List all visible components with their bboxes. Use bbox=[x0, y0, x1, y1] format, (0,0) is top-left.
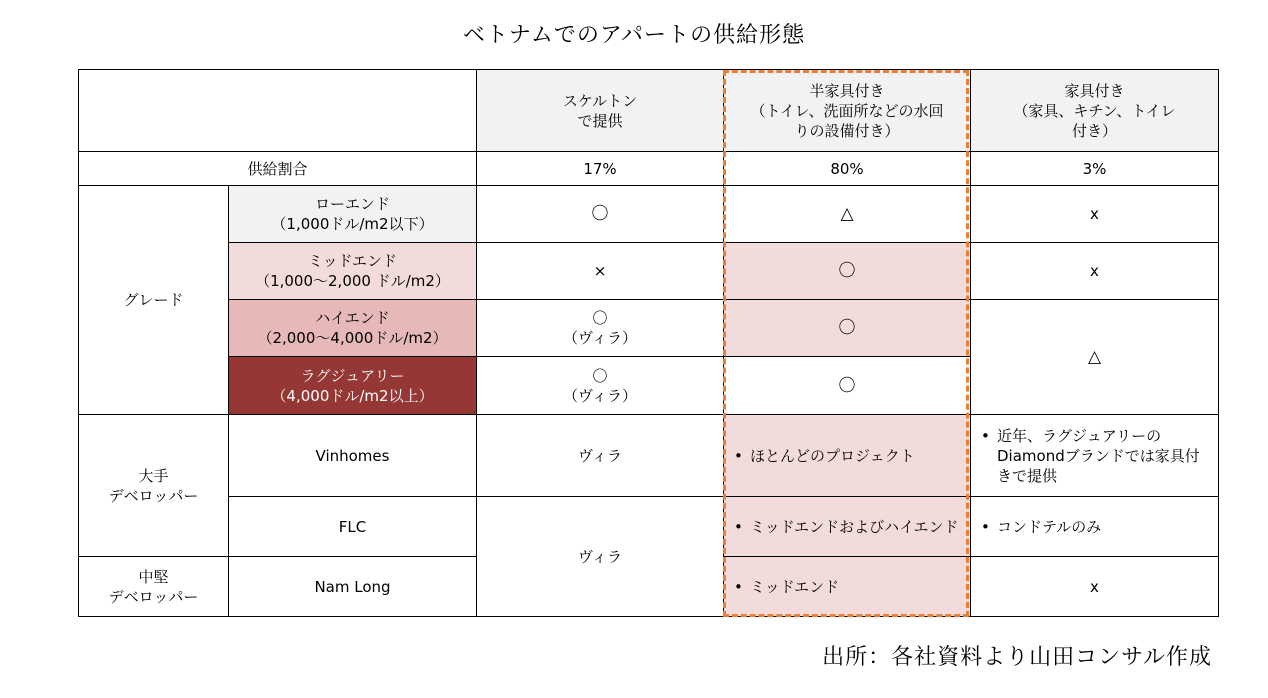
source-note: 出所：各社資料より山田コンサル作成 bbox=[822, 645, 1212, 670]
grade-name: ミッドエンド （1,000～2,000 ドル/m2） bbox=[229, 243, 477, 300]
supply-value-skeleton: 17% bbox=[477, 152, 724, 186]
supply-value-semi: 80% bbox=[724, 152, 971, 186]
cell-symbol: △ bbox=[724, 186, 971, 243]
header-empty-cell bbox=[79, 70, 477, 152]
page-title: ベトナムでのアパートの供給形態 bbox=[462, 23, 806, 48]
developer-name: Vinhomes bbox=[229, 415, 477, 497]
cell-symbol: △ bbox=[971, 300, 1219, 415]
supply-value-furnished: 3% bbox=[971, 152, 1219, 186]
header-semi-furnished: 半家具付き （トイレ、洗面所などの水回 りの設備付き） bbox=[724, 70, 971, 152]
table-row bbox=[79, 300, 1219, 357]
supply-label: 供給割合 bbox=[79, 152, 477, 186]
table-row bbox=[79, 186, 1219, 243]
header-skeleton: スケルトン で提供 bbox=[477, 70, 724, 152]
grade-name: ハイエンド （2,000～4,000ドル/m2） bbox=[229, 300, 477, 357]
table-row bbox=[79, 497, 1219, 557]
table-row bbox=[79, 415, 1219, 497]
cell-symbol: 〇 bbox=[724, 300, 971, 357]
grade-label: グレード bbox=[79, 186, 229, 415]
cell-text: ヴィラ bbox=[477, 415, 724, 497]
cell-symbol: 〇 （ヴィラ） bbox=[477, 357, 724, 415]
cell-symbol: × bbox=[477, 243, 724, 300]
header-row bbox=[79, 70, 1219, 152]
major-developer-label: 大手 デベロッパー bbox=[79, 415, 229, 557]
cell-bullet: • ほとんどのプロジェクト bbox=[724, 415, 971, 497]
cell-bullet: • ミッドエンドおよびハイエンド bbox=[724, 497, 971, 557]
table-row bbox=[79, 243, 1219, 300]
header-furnished: 家具付き （家具、キチン、トイレ 付き） bbox=[971, 70, 1219, 152]
cell-bullet: • 近年、ラグジュアリーの Diamondブランドでは家具付きで提供 bbox=[971, 415, 1219, 497]
cell-symbol: x bbox=[971, 557, 1219, 617]
mid-developer-label: 中堅 デベロッパー bbox=[79, 557, 229, 617]
grade-name: ローエンド （1,000ドル/m2以下） bbox=[229, 186, 477, 243]
cell-text: ヴィラ bbox=[477, 497, 724, 617]
supply-table bbox=[78, 69, 1219, 617]
cell-symbol: 〇 （ヴィラ） bbox=[477, 300, 724, 357]
developer-name: FLC bbox=[229, 497, 477, 557]
cell-symbol: x bbox=[971, 186, 1219, 243]
cell-symbol: 〇 bbox=[477, 186, 724, 243]
developer-name: Nam Long bbox=[229, 557, 477, 617]
cell-symbol: x bbox=[971, 243, 1219, 300]
cell-bullet: • ミッドエンド bbox=[724, 557, 971, 617]
cell-symbol: 〇 bbox=[724, 357, 971, 415]
cell-symbol: 〇 bbox=[724, 243, 971, 300]
supply-row bbox=[79, 152, 1219, 186]
grade-name: ラグジュアリー （4,000ドル/m2以上） bbox=[229, 357, 477, 415]
cell-bullet: • コンドテルのみ bbox=[971, 497, 1219, 557]
